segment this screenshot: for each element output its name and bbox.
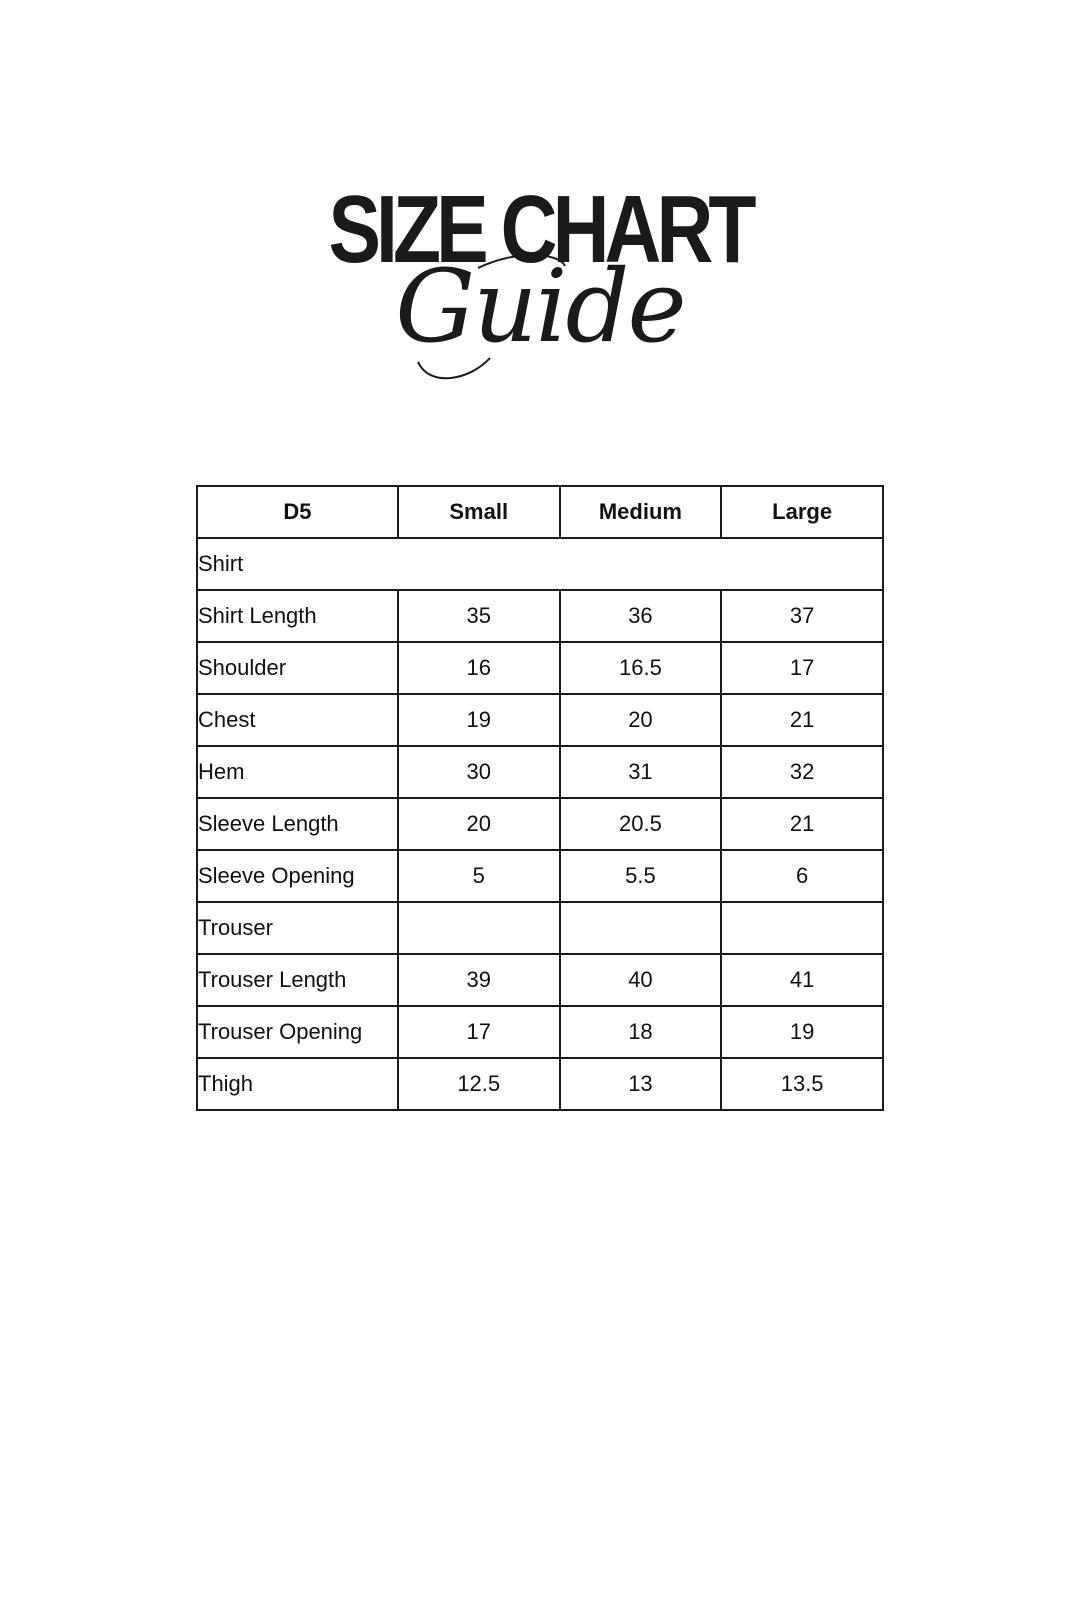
script-swash-decoration bbox=[0, 168, 1080, 398]
table-cell: 19 bbox=[721, 1006, 883, 1058]
row-label: Thigh bbox=[197, 1058, 398, 1110]
table-cell: 30 bbox=[398, 746, 560, 798]
table-cell: 39 bbox=[398, 954, 560, 1006]
table-cell: 37 bbox=[721, 590, 883, 642]
section-label: Shirt bbox=[197, 538, 883, 590]
page-subtitle-script: Guide bbox=[395, 248, 685, 365]
table-cell: 36 bbox=[560, 590, 722, 642]
table-row bbox=[197, 1058, 883, 1110]
row-label: Shoulder bbox=[197, 642, 398, 694]
table-cell: 41 bbox=[721, 954, 883, 1006]
table-cell: 32 bbox=[721, 746, 883, 798]
empty-cell bbox=[398, 902, 560, 954]
table-row bbox=[197, 642, 883, 694]
table-row bbox=[197, 1006, 883, 1058]
table-cell: 17 bbox=[721, 642, 883, 694]
table-row bbox=[197, 798, 883, 850]
table-cell: 6 bbox=[721, 850, 883, 902]
table-cell: 13 bbox=[560, 1058, 722, 1110]
table-row bbox=[197, 590, 883, 642]
table-cell: 17 bbox=[398, 1006, 560, 1058]
table-cell: 19 bbox=[398, 694, 560, 746]
table-cell: 5.5 bbox=[560, 850, 722, 902]
table-cell: 16 bbox=[398, 642, 560, 694]
table-cell: 20 bbox=[560, 694, 722, 746]
table-cell: 16.5 bbox=[560, 642, 722, 694]
section-row-shirt bbox=[197, 538, 883, 590]
size-chart-table bbox=[196, 485, 884, 1111]
row-label: Sleeve Length bbox=[197, 798, 398, 850]
row-label: Sleeve Opening bbox=[197, 850, 398, 902]
section-row-trouser bbox=[197, 902, 883, 954]
empty-cell bbox=[721, 902, 883, 954]
row-label: Trouser Length bbox=[197, 954, 398, 1006]
table-row bbox=[197, 954, 883, 1006]
table-cell: 40 bbox=[560, 954, 722, 1006]
table-row bbox=[197, 746, 883, 798]
row-label: Trouser Opening bbox=[197, 1006, 398, 1058]
empty-cell bbox=[560, 902, 722, 954]
table-row bbox=[197, 850, 883, 902]
table-cell: 20 bbox=[398, 798, 560, 850]
table-cell: 20.5 bbox=[560, 798, 722, 850]
row-label: Chest bbox=[197, 694, 398, 746]
title-block bbox=[0, 168, 1080, 398]
table-row bbox=[197, 694, 883, 746]
page-title: SIZE CHART bbox=[328, 176, 752, 283]
table-cell: 21 bbox=[721, 798, 883, 850]
table-cell: 18 bbox=[560, 1006, 722, 1058]
table-cell: 12.5 bbox=[398, 1058, 560, 1110]
row-label: Hem bbox=[197, 746, 398, 798]
table-corner-label: D5 bbox=[197, 486, 398, 538]
column-header-medium: Medium bbox=[560, 486, 722, 538]
table-header-row bbox=[197, 486, 883, 538]
table-cell: 13.5 bbox=[721, 1058, 883, 1110]
table-cell: 5 bbox=[398, 850, 560, 902]
table-cell: 21 bbox=[721, 694, 883, 746]
table-cell: 31 bbox=[560, 746, 722, 798]
table-cell: 35 bbox=[398, 590, 560, 642]
column-header-small: Small bbox=[398, 486, 560, 538]
column-header-large: Large bbox=[721, 486, 883, 538]
section-label: Trouser bbox=[197, 902, 398, 954]
row-label: Shirt Length bbox=[197, 590, 398, 642]
